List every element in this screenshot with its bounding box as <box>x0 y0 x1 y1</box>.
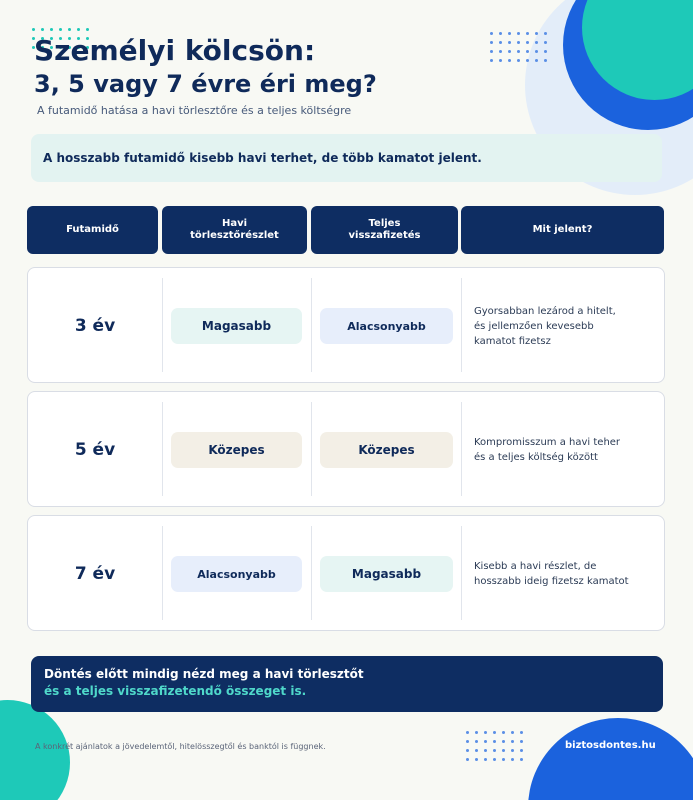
decorative-circle-blue-bottom <box>528 718 693 800</box>
decorative-dot <box>493 731 496 734</box>
decorative-dot <box>466 731 469 734</box>
decorative-dot <box>499 41 502 44</box>
decorative-dot <box>526 50 529 53</box>
decorative-dot <box>535 59 538 62</box>
monthly-badge: Alacsonyabb <box>171 556 302 592</box>
decorative-dot <box>466 740 469 743</box>
meaning-line: hosszabb ideig fizetsz kamatot <box>474 576 629 587</box>
decorative-dot <box>517 32 520 35</box>
decorative-dot <box>490 50 493 53</box>
meaning-line: Kisebb a havi részlet, de <box>474 561 597 572</box>
table-row-3-years <box>27 267 665 383</box>
decorative-dot <box>544 41 547 44</box>
decorative-dot <box>466 749 469 752</box>
decorative-dot <box>502 758 505 761</box>
decorative-dot <box>502 749 505 752</box>
decorative-dot <box>499 50 502 53</box>
meaning-line: és jellemzően kevesebb <box>474 320 594 332</box>
decorative-dot <box>41 28 44 31</box>
decorative-dot <box>511 731 514 734</box>
column-header-total <box>311 206 458 254</box>
site-url: biztosdontes.hu <box>565 740 656 751</box>
decorative-dot <box>517 59 520 62</box>
decorative-dot <box>475 749 478 752</box>
decorative-dot <box>502 740 505 743</box>
decorative-dot <box>520 731 523 734</box>
advice-line2: és a teljes visszafizetendő összeget is. <box>44 684 307 698</box>
key-message-text: A hosszabb futamidő kisebb havi terhet, de több kamatot jelent. <box>43 151 482 165</box>
decorative-dot <box>484 740 487 743</box>
term-label: 3 év <box>74 316 116 336</box>
footnote: A konkrét ajánlatok a jövedelemtől, hitelösszegtől és banktól is függnek. <box>35 742 326 751</box>
decorative-dot <box>526 41 529 44</box>
page-title-line1: Személyi kölcsön: <box>34 34 316 67</box>
advice-line1: Döntés előtt mindig nézd meg a havi törlesztőt <box>44 667 364 681</box>
table-row-7-years <box>27 515 665 631</box>
decorative-dot <box>517 50 520 53</box>
decorative-dot <box>475 758 478 761</box>
decorative-dot <box>511 740 514 743</box>
decorative-dot <box>544 50 547 53</box>
term-label: 5 év <box>74 440 116 460</box>
decorative-dot <box>493 749 496 752</box>
decorative-dot <box>544 59 547 62</box>
column-header-monthly-line1: Havi <box>221 217 248 229</box>
decorative-dot <box>466 758 469 761</box>
decorative-dot <box>535 32 538 35</box>
meaning-text <box>474 516 654 632</box>
advice-banner <box>31 656 663 712</box>
decorative-dot <box>520 749 523 752</box>
column-header-term <box>27 206 158 254</box>
decorative-dot <box>535 50 538 53</box>
decorative-dot <box>526 32 529 35</box>
meaning-text <box>474 392 654 508</box>
decorative-dot <box>484 731 487 734</box>
meaning-line: Gyorsabban lezárod a hitelt, <box>474 305 616 317</box>
meaning-text <box>474 268 654 384</box>
decorative-dot <box>490 59 493 62</box>
decorative-dot <box>502 731 505 734</box>
page-title-line2: 3, 5 vagy 7 évre éri meg? <box>34 70 377 98</box>
decorative-dot <box>508 41 511 44</box>
decorative-dot <box>508 50 511 53</box>
decorative-dot <box>86 28 89 31</box>
term-label: 7 év <box>74 564 116 584</box>
decorative-dot <box>484 749 487 752</box>
decorative-dot <box>490 41 493 44</box>
total-badge: Alacsonyabb <box>320 308 453 344</box>
column-header-meaning <box>461 206 664 254</box>
column-header-monthly-line2: törlesztőrészlet <box>190 230 279 241</box>
monthly-badge: Közepes <box>171 432 302 468</box>
decorative-dot <box>77 28 80 31</box>
decorative-dot <box>544 32 547 35</box>
meaning-line: és a teljes költség között <box>474 452 598 463</box>
key-message-box <box>31 134 662 182</box>
decorative-dot <box>484 758 487 761</box>
decorative-dot <box>520 758 523 761</box>
total-badge: Közepes <box>320 432 453 468</box>
decorative-dot <box>526 59 529 62</box>
decorative-dot <box>475 731 478 734</box>
decorative-dot <box>517 41 520 44</box>
decorative-dot <box>50 28 53 31</box>
decorative-dot <box>493 740 496 743</box>
decorative-dot <box>68 28 71 31</box>
decorative-dot <box>508 32 511 35</box>
column-header-total-line1: Teljes <box>368 217 401 229</box>
decorative-dot <box>475 740 478 743</box>
column-header-monthly <box>162 206 307 254</box>
decorative-dot <box>59 28 62 31</box>
meaning-line: Kompromisszum a havi teher <box>474 437 621 448</box>
decorative-dots-top-right <box>490 32 547 62</box>
column-header-term-text: Futamidő <box>66 223 119 235</box>
monthly-badge: Magasabb <box>171 308 302 344</box>
meaning-line: kamatot fizetsz <box>474 335 551 347</box>
column-header-meaning-text: Mit jelent? <box>532 223 593 235</box>
decorative-dot <box>32 28 35 31</box>
decorative-dot <box>520 740 523 743</box>
decorative-dot <box>499 59 502 62</box>
decorative-dot <box>511 749 514 752</box>
decorative-dots-bottom <box>466 731 523 761</box>
decorative-dot <box>535 41 538 44</box>
decorative-dot <box>511 758 514 761</box>
total-badge: Magasabb <box>320 556 453 592</box>
decorative-dot <box>490 32 493 35</box>
decorative-dot <box>499 32 502 35</box>
decorative-dot <box>508 59 511 62</box>
column-header-total-line2: visszafizetés <box>348 230 421 241</box>
decorative-dot <box>493 758 496 761</box>
table-row-5-years <box>27 391 665 507</box>
page-subtitle: A futamidő hatása a havi törlesztőre és a teljes költségre <box>37 104 352 117</box>
